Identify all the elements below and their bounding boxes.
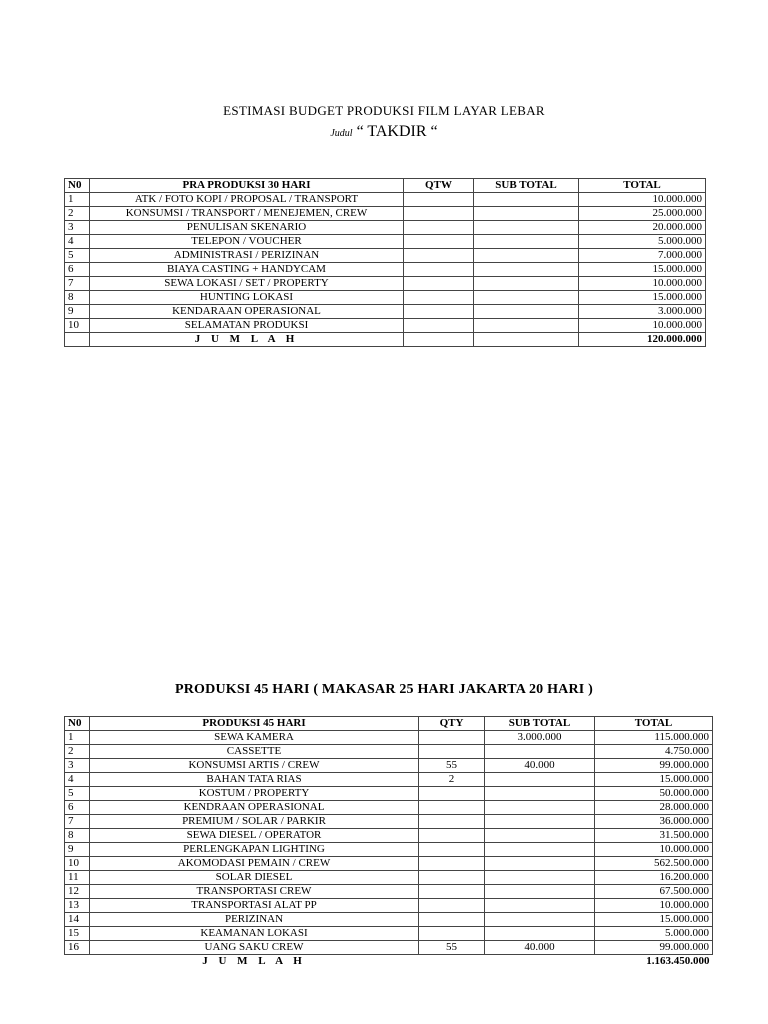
header-qty: QTY bbox=[419, 717, 485, 731]
row-subtotal bbox=[485, 913, 595, 927]
row-total: 10.000.000 bbox=[579, 277, 706, 291]
table-row bbox=[65, 731, 713, 745]
row-number: 11 bbox=[65, 871, 90, 885]
row-number: 8 bbox=[65, 829, 90, 843]
table-header-row bbox=[65, 717, 713, 731]
film-title: “ TAKDIR “ bbox=[356, 123, 438, 140]
row-total: 16.200.000 bbox=[595, 871, 713, 885]
row-item: PENULISAN SKENARIO bbox=[90, 221, 404, 235]
row-item: PERIZINAN bbox=[90, 913, 419, 927]
row-total: 15.000.000 bbox=[595, 773, 713, 787]
pre-production-table bbox=[64, 178, 706, 347]
table-row bbox=[65, 305, 706, 319]
row-qty bbox=[419, 815, 485, 829]
row-item: KENDARAAN OPERASIONAL bbox=[90, 305, 404, 319]
row-total: 99.000.000 bbox=[595, 941, 713, 955]
row-item: PREMIUM / SOLAR / PARKIR bbox=[90, 815, 419, 829]
row-item: HUNTING LOKASI bbox=[90, 291, 404, 305]
row-number: 14 bbox=[65, 913, 90, 927]
header-subtotal: SUB TOTAL bbox=[485, 717, 595, 731]
row-number: 8 bbox=[65, 291, 90, 305]
row-qty bbox=[404, 207, 474, 221]
row-qty bbox=[419, 829, 485, 843]
header-total: TOTAL bbox=[595, 717, 713, 731]
row-item: CASSETTE bbox=[90, 745, 419, 759]
row-number: 2 bbox=[65, 207, 90, 221]
row-item: KENDRAAN OPERASIONAL bbox=[90, 801, 419, 815]
table-row bbox=[65, 787, 713, 801]
row-item: KONSUMSI ARTIS / CREW bbox=[90, 759, 419, 773]
table-row bbox=[65, 829, 713, 843]
row-number: 6 bbox=[65, 263, 90, 277]
row-number: 10 bbox=[65, 857, 90, 871]
row-number: 4 bbox=[65, 773, 90, 787]
film-title-prefix: Judul bbox=[330, 128, 353, 139]
row-qty bbox=[404, 193, 474, 207]
header-qty: QTW bbox=[404, 179, 474, 193]
row-subtotal bbox=[474, 277, 579, 291]
row-number: 12 bbox=[65, 885, 90, 899]
sum-row bbox=[65, 333, 706, 347]
row-subtotal bbox=[485, 787, 595, 801]
row-item: TELEPON / VOUCHER bbox=[90, 235, 404, 249]
sum-no-cell bbox=[65, 955, 90, 969]
row-item: ATK / FOTO KOPI / PROPOSAL / TRANSPORT bbox=[90, 193, 404, 207]
sum-label: J U M L A H bbox=[90, 333, 404, 347]
table-row bbox=[65, 235, 706, 249]
sum-row bbox=[65, 955, 713, 969]
table-row bbox=[65, 193, 706, 207]
row-total: 562.500.000 bbox=[595, 857, 713, 871]
row-total: 28.000.000 bbox=[595, 801, 713, 815]
row-qty bbox=[419, 801, 485, 815]
row-subtotal bbox=[485, 801, 595, 815]
row-total: 20.000.000 bbox=[579, 221, 706, 235]
row-qty: 55 bbox=[419, 759, 485, 773]
table-header-row bbox=[65, 179, 706, 193]
row-qty: 2 bbox=[419, 773, 485, 787]
row-subtotal bbox=[485, 745, 595, 759]
sum-total: 1.163.450.000 bbox=[646, 955, 710, 968]
row-qty bbox=[419, 787, 485, 801]
row-qty bbox=[419, 899, 485, 913]
row-subtotal bbox=[474, 249, 579, 263]
row-subtotal bbox=[485, 843, 595, 857]
table-row bbox=[65, 263, 706, 277]
row-subtotal bbox=[485, 815, 595, 829]
row-subtotal bbox=[485, 773, 595, 787]
row-qty: 55 bbox=[419, 941, 485, 955]
row-qty bbox=[404, 263, 474, 277]
row-number: 5 bbox=[65, 787, 90, 801]
row-total: 99.000.000 bbox=[595, 759, 713, 773]
header-no: N0 bbox=[65, 717, 90, 731]
row-total: 36.000.000 bbox=[595, 815, 713, 829]
table-row bbox=[65, 745, 713, 759]
row-qty bbox=[404, 305, 474, 319]
row-total: 67.500.000 bbox=[595, 885, 713, 899]
row-number: 3 bbox=[65, 221, 90, 235]
table-row bbox=[65, 801, 713, 815]
header-no: N0 bbox=[65, 179, 90, 193]
table-row bbox=[65, 913, 713, 927]
row-subtotal: 40.000 bbox=[485, 941, 595, 955]
table-row bbox=[65, 319, 706, 333]
sum-label: J U M L A H bbox=[202, 955, 306, 968]
row-total: 15.000.000 bbox=[595, 913, 713, 927]
table-row bbox=[65, 291, 706, 305]
table-row bbox=[65, 927, 713, 941]
row-qty bbox=[419, 745, 485, 759]
row-subtotal bbox=[474, 207, 579, 221]
row-number: 7 bbox=[65, 277, 90, 291]
table-row bbox=[65, 207, 706, 221]
row-subtotal bbox=[474, 193, 579, 207]
sum-total: 120.000.000 bbox=[579, 333, 706, 347]
row-item: TRANSPORTASI ALAT PP bbox=[90, 899, 419, 913]
row-item: SOLAR DIESEL bbox=[90, 871, 419, 885]
row-total: 50.000.000 bbox=[595, 787, 713, 801]
row-number: 9 bbox=[65, 843, 90, 857]
row-item: BAHAN TATA RIAS bbox=[90, 773, 419, 787]
header-total: TOTAL bbox=[579, 179, 706, 193]
table-row bbox=[65, 773, 713, 787]
row-qty bbox=[419, 871, 485, 885]
row-subtotal bbox=[485, 899, 595, 913]
row-subtotal bbox=[485, 927, 595, 941]
row-number: 2 bbox=[65, 745, 90, 759]
sum-subtotal-cell bbox=[474, 333, 579, 347]
row-qty bbox=[404, 291, 474, 305]
row-number: 5 bbox=[65, 249, 90, 263]
table-row bbox=[65, 899, 713, 913]
header-subtotal: SUB TOTAL bbox=[474, 179, 579, 193]
table-row bbox=[65, 815, 713, 829]
row-subtotal bbox=[474, 305, 579, 319]
sum-subtotal-cell bbox=[485, 955, 595, 969]
row-qty bbox=[419, 857, 485, 871]
row-total: 5.000.000 bbox=[579, 235, 706, 249]
row-item: AKOMODASI PEMAIN / CREW bbox=[90, 857, 419, 871]
row-total: 10.000.000 bbox=[595, 843, 713, 857]
row-qty bbox=[419, 913, 485, 927]
row-qty bbox=[404, 319, 474, 333]
row-total: 10.000.000 bbox=[579, 319, 706, 333]
row-item: TRANSPORTASI CREW bbox=[90, 885, 419, 899]
row-total: 115.000.000 bbox=[595, 731, 713, 745]
row-qty bbox=[419, 843, 485, 857]
table-row bbox=[65, 221, 706, 235]
row-number: 6 bbox=[65, 801, 90, 815]
row-qty bbox=[419, 885, 485, 899]
row-item: ADMINISTRASI / PERIZINAN bbox=[90, 249, 404, 263]
row-qty bbox=[419, 927, 485, 941]
table-row bbox=[65, 759, 713, 773]
row-item: PERLENGKAPAN LIGHTING bbox=[90, 843, 419, 857]
document-title: ESTIMASI BUDGET PRODUKSI FILM LAYAR LEBAR bbox=[223, 103, 545, 118]
row-qty bbox=[404, 277, 474, 291]
row-total: 10.000.000 bbox=[579, 193, 706, 207]
row-number: 7 bbox=[65, 815, 90, 829]
row-qty bbox=[419, 731, 485, 745]
table-row bbox=[65, 843, 713, 857]
row-number: 1 bbox=[65, 731, 90, 745]
row-subtotal bbox=[474, 291, 579, 305]
row-qty bbox=[404, 221, 474, 235]
row-item: SEWA DIESEL / OPERATOR bbox=[90, 829, 419, 843]
row-item: KEAMANAN LOKASI bbox=[90, 927, 419, 941]
table-row bbox=[65, 871, 713, 885]
row-number: 16 bbox=[65, 941, 90, 955]
production-table bbox=[64, 716, 713, 968]
row-qty bbox=[404, 249, 474, 263]
table-row bbox=[65, 277, 706, 291]
table-row bbox=[65, 885, 713, 899]
row-item: UANG SAKU CREW bbox=[90, 941, 419, 955]
film-title-line bbox=[0, 123, 768, 141]
row-item: BIAYA CASTING + HANDYCAM bbox=[90, 263, 404, 277]
row-total: 31.500.000 bbox=[595, 829, 713, 843]
row-number: 10 bbox=[65, 319, 90, 333]
row-subtotal bbox=[485, 871, 595, 885]
row-item: KONSUMSI / TRANSPORT / MENEJEMEN, CREW bbox=[90, 207, 404, 221]
row-subtotal bbox=[485, 885, 595, 899]
sum-qty-cell bbox=[419, 955, 485, 969]
row-subtotal bbox=[474, 235, 579, 249]
row-number: 1 bbox=[65, 193, 90, 207]
row-number: 9 bbox=[65, 305, 90, 319]
row-item: SELAMATAN PRODUKSI bbox=[90, 319, 404, 333]
sum-no-cell bbox=[65, 333, 90, 347]
row-qty bbox=[404, 235, 474, 249]
row-subtotal bbox=[485, 829, 595, 843]
row-subtotal bbox=[474, 221, 579, 235]
row-subtotal bbox=[485, 857, 595, 871]
header-item: PRODUKSI 45 HARI bbox=[90, 717, 419, 731]
row-number: 13 bbox=[65, 899, 90, 913]
sum-qty-cell bbox=[404, 333, 474, 347]
header-item: PRA PRODUKSI 30 HARI bbox=[90, 179, 404, 193]
row-total: 15.000.000 bbox=[579, 291, 706, 305]
row-total: 15.000.000 bbox=[579, 263, 706, 277]
row-number: 15 bbox=[65, 927, 90, 941]
row-item: SEWA LOKASI / SET / PROPERTY bbox=[90, 277, 404, 291]
row-total: 4.750.000 bbox=[595, 745, 713, 759]
row-total: 3.000.000 bbox=[579, 305, 706, 319]
table-row bbox=[65, 941, 713, 955]
table-row bbox=[65, 249, 706, 263]
row-number: 3 bbox=[65, 759, 90, 773]
row-total: 5.000.000 bbox=[595, 927, 713, 941]
row-item: KOSTUM / PROPERTY bbox=[90, 787, 419, 801]
row-item: SEWA KAMERA bbox=[90, 731, 419, 745]
production-heading: PRODUKSI 45 HARI ( MAKASAR 25 HARI JAKARTA 20 HARI ) bbox=[175, 682, 593, 697]
row-subtotal: 3.000.000 bbox=[485, 731, 595, 745]
row-subtotal bbox=[474, 263, 579, 277]
row-total: 25.000.000 bbox=[579, 207, 706, 221]
row-total: 7.000.000 bbox=[579, 249, 706, 263]
row-subtotal: 40.000 bbox=[485, 759, 595, 773]
row-number: 4 bbox=[65, 235, 90, 249]
row-subtotal bbox=[474, 319, 579, 333]
row-total: 10.000.000 bbox=[595, 899, 713, 913]
table-row bbox=[65, 857, 713, 871]
